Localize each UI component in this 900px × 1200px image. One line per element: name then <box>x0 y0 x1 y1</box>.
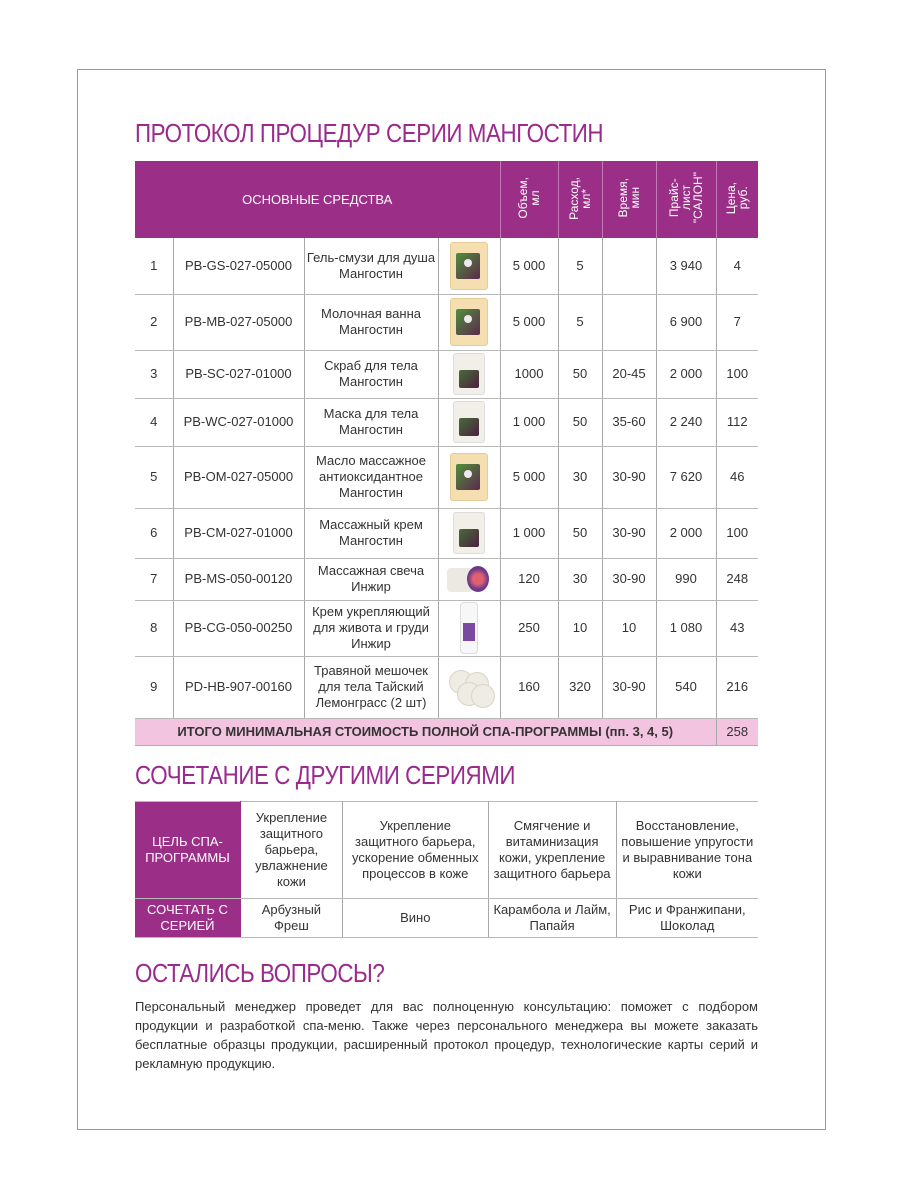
volume-value: 1 000 <box>500 398 558 446</box>
row-number: 7 <box>135 558 173 600</box>
product-image <box>453 353 485 395</box>
table-row <box>135 294 758 350</box>
price-value: 46 <box>716 446 758 508</box>
total-label: ИТОГО МИНИМАЛЬНАЯ СТОИМОСТЬ ПОЛНОЙ СПА-ПРОГРАММЫ (пп. 3, 4, 5) <box>135 718 716 745</box>
price-list-value: 990 <box>656 558 716 600</box>
product-image <box>450 298 488 346</box>
volume-value: 1000 <box>500 350 558 398</box>
price-value: 248 <box>716 558 758 600</box>
time-value <box>602 238 656 294</box>
table-row <box>135 350 758 398</box>
series-cell: Карамбола и Лайм, Папайя <box>488 899 616 938</box>
product-image-cell <box>438 656 500 718</box>
series-cell: Вино <box>342 899 488 938</box>
volume-value: 120 <box>500 558 558 600</box>
header-products: ОСНОВНЫЕ СРЕДСТВА <box>135 161 500 238</box>
product-image <box>450 453 488 501</box>
product-image-cell <box>438 446 500 508</box>
price-value: 112 <box>716 398 758 446</box>
consumption-value: 10 <box>558 600 602 656</box>
product-code: PB-CM-027-01000 <box>173 508 304 558</box>
table-row <box>135 446 758 508</box>
price-list-value: 1 080 <box>656 600 716 656</box>
consumption-value: 5 <box>558 294 602 350</box>
row-number: 1 <box>135 238 173 294</box>
price-list-value: 2 240 <box>656 398 716 446</box>
time-value: 30-90 <box>602 656 656 718</box>
time-value <box>602 294 656 350</box>
row-number: 2 <box>135 294 173 350</box>
product-code: PB-MB-027-05000 <box>173 294 304 350</box>
goal-cell: Укрепление защитного барьера, увлажнение кожи <box>240 802 342 899</box>
questions-title: ОСТАЛИСЬ ВОПРОСЫ? <box>135 958 385 988</box>
product-image <box>453 401 485 443</box>
table-header-row <box>135 161 758 238</box>
consumption-value: 320 <box>558 656 602 718</box>
series-cell: Арбузный Фреш <box>240 899 342 938</box>
series-row <box>135 899 758 938</box>
goal-cell: Смягчение и витаминизация кожи, укрепление защитного барьера <box>488 802 616 899</box>
goal-cell: Восстановление, повышение упругости и выравнивание тона кожи <box>616 802 758 899</box>
product-image-cell <box>438 600 500 656</box>
consumption-value: 50 <box>558 350 602 398</box>
consumption-value: 50 <box>558 508 602 558</box>
product-name: Молочная ванна Мангостин <box>304 294 438 350</box>
table-row <box>135 558 758 600</box>
product-image-cell <box>438 508 500 558</box>
volume-value: 5 000 <box>500 238 558 294</box>
time-value: 35-60 <box>602 398 656 446</box>
volume-value: 250 <box>500 600 558 656</box>
product-code: PB-OM-027-05000 <box>173 446 304 508</box>
time-value: 20-45 <box>602 350 656 398</box>
product-name: Масло массажное антиоксидантное Мангостин <box>304 446 438 508</box>
product-image <box>445 668 493 706</box>
volume-value: 5 000 <box>500 446 558 508</box>
product-image-cell <box>438 238 500 294</box>
product-image-cell <box>438 294 500 350</box>
price-value: 43 <box>716 600 758 656</box>
product-image <box>450 242 488 290</box>
product-name: Крем укрепляющий для живота и груди Инжир <box>304 600 438 656</box>
table-row <box>135 656 758 718</box>
header-price-list: Прайс- лист "САЛОН" <box>656 161 716 238</box>
price-value: 4 <box>716 238 758 294</box>
product-image <box>447 564 491 594</box>
product-image <box>460 602 478 654</box>
price-value: 100 <box>716 350 758 398</box>
total-value: 258 <box>716 718 758 745</box>
product-name: Массажная свеча Инжир <box>304 558 438 600</box>
product-name: Травяной мешочек для тела Тайский Лемонграсс (2 шт) <box>304 656 438 718</box>
product-image-cell <box>438 350 500 398</box>
product-image <box>453 512 485 554</box>
table-row <box>135 508 758 558</box>
consumption-value: 5 <box>558 238 602 294</box>
price-list-value: 2 000 <box>656 508 716 558</box>
product-name: Массажный крем Мангостин <box>304 508 438 558</box>
table-row <box>135 238 758 294</box>
combination-table <box>135 801 758 938</box>
product-image-cell <box>438 398 500 446</box>
table-row <box>135 600 758 656</box>
consumption-value: 50 <box>558 398 602 446</box>
header-consumption: Расход, мл* <box>558 161 602 238</box>
row-number: 9 <box>135 656 173 718</box>
price-list-value: 3 940 <box>656 238 716 294</box>
header-volume: Объем, мл <box>500 161 558 238</box>
table-row <box>135 398 758 446</box>
price-list-value: 540 <box>656 656 716 718</box>
consumption-value: 30 <box>558 446 602 508</box>
time-value: 30-90 <box>602 446 656 508</box>
combine-label: СОЧЕТАТЬ С СЕРИЕЙ <box>135 899 240 938</box>
time-value: 30-90 <box>602 558 656 600</box>
time-value: 10 <box>602 600 656 656</box>
product-code: PB-WC-027-01000 <box>173 398 304 446</box>
product-image-cell <box>438 558 500 600</box>
row-number: 3 <box>135 350 173 398</box>
product-code: PB-MS-050-00120 <box>173 558 304 600</box>
series-cell: Рис и Франжипани, Шоколад <box>616 899 758 938</box>
product-name: Скраб для тела Мангостин <box>304 350 438 398</box>
time-value: 30-90 <box>602 508 656 558</box>
product-name: Маска для тела Мангостин <box>304 398 438 446</box>
volume-value: 5 000 <box>500 294 558 350</box>
price-list-value: 2 000 <box>656 350 716 398</box>
consumption-value: 30 <box>558 558 602 600</box>
volume-value: 160 <box>500 656 558 718</box>
combination-title: СОЧЕТАНИЕ С ДРУГИМИ СЕРИЯМИ <box>135 760 516 790</box>
product-code: PD-HB-907-00160 <box>173 656 304 718</box>
goal-cell: Укрепление защитного барьера, ускорение обменных процессов в коже <box>342 802 488 899</box>
consultation-text: Персональный менеджер проведет для вас полноценную консультацию: поможет с подбором продукции и разработкой спа-меню. Также через персонального менеджера вы можете заказать бесплатные образцы продукции, расширенный протокол процедур, технологические карты серий и рекламную продукцию. <box>135 999 758 1071</box>
row-number: 6 <box>135 508 173 558</box>
goal-row <box>135 802 758 899</box>
price-list-value: 7 620 <box>656 446 716 508</box>
price-value: 7 <box>716 294 758 350</box>
total-row <box>135 718 758 745</box>
price-list-value: 6 900 <box>656 294 716 350</box>
price-value: 100 <box>716 508 758 558</box>
product-name: Гель-смузи для душа Мангостин <box>304 238 438 294</box>
row-number: 5 <box>135 446 173 508</box>
protocol-title: ПРОТОКОЛ ПРОЦЕДУР СЕРИИ МАНГОСТИН <box>135 118 604 148</box>
row-number: 4 <box>135 398 173 446</box>
product-code: PB-CG-050-00250 <box>173 600 304 656</box>
row-number: 8 <box>135 600 173 656</box>
product-code: PB-GS-027-05000 <box>173 238 304 294</box>
price-value: 216 <box>716 656 758 718</box>
volume-value: 1 000 <box>500 508 558 558</box>
product-code: PB-SC-027-01000 <box>173 350 304 398</box>
header-time: Время, мин <box>602 161 656 238</box>
header-price: Цена, руб. <box>716 161 758 238</box>
protocol-table <box>135 161 758 746</box>
goal-label: ЦЕЛЬ СПА-ПРОГРАММЫ <box>135 802 240 899</box>
